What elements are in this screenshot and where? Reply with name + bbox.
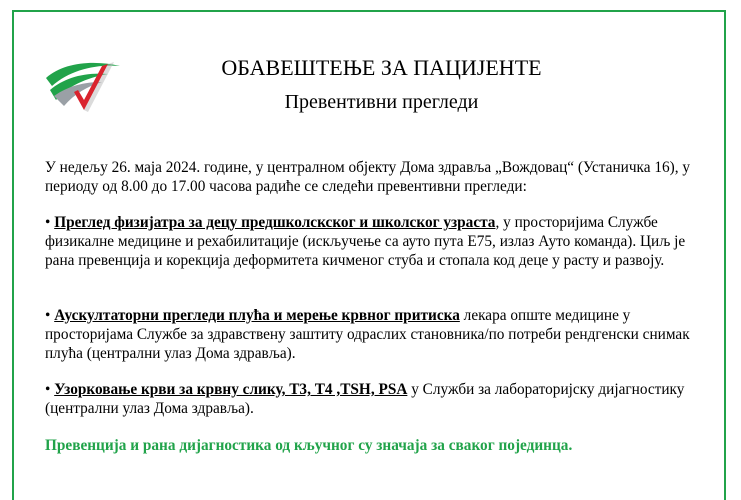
item-heading: Преглед физијатра за децу предшколскског и школског узраста bbox=[54, 214, 496, 231]
bullet: • bbox=[45, 214, 51, 231]
page-title: ОБАВЕШТЕЊЕ ЗА ПАЦИЈЕНТЕ bbox=[221, 55, 542, 80]
item-text: лекара опште медицине у просторијама Службе за здравствену заштиту одраслих становника/по потреби рендгенски снимак плућа (централни улаз Дома здравља). bbox=[45, 307, 690, 362]
item-heading: Аускултаторни прегледи плућа и мерење крвног притиска bbox=[54, 307, 460, 324]
bullet: • bbox=[45, 307, 51, 324]
item-text: , у просторијима Службе физикалне медицине и рехабилитације (искључење са ауто пута Е75, излаз Ауто команда). Циљ је рана превенција и корекција деформитета кичменог стуба и стопала код деце у расту и развоју. bbox=[45, 214, 686, 269]
intro-paragraph: У недељу 26. маја 2024. године, у централном објекту Дома здравља „Вождовац“ (Устаничка 16), у периоду од 8.00 до 17.00 часова радиће се следећи превентивни прегледи: bbox=[45, 159, 691, 195]
list-item bbox=[45, 306, 695, 363]
list-item bbox=[45, 213, 695, 270]
closing-statement: Превенција и рана дијагностика од кључног су значаја за сваког појединца. bbox=[45, 437, 573, 454]
bullet: • bbox=[45, 381, 51, 398]
page-subtitle: Превентивни прегледи bbox=[284, 91, 479, 113]
item-heading: Узорковање крви за крвну слику, Т3, Т4 ,TSH, PSA bbox=[54, 381, 408, 398]
list-item bbox=[45, 380, 695, 418]
item-text: у Служби за лабораторијску дијагностику (централни улаз Дома здравља). bbox=[45, 381, 685, 417]
